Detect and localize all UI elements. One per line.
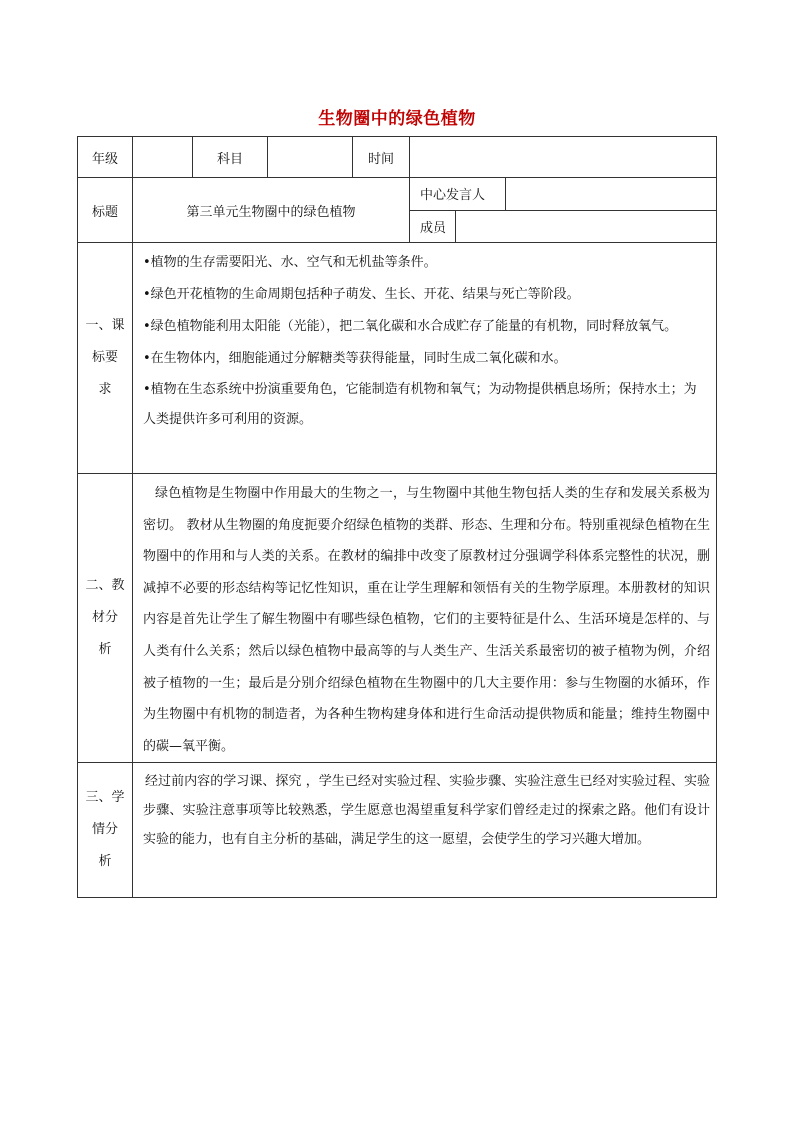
textbook-content: 绿色植物是生物圈中作用最大的生物之一，与生物圈中其他生物包括人类的生存和发展关系极为密切。 教材从生物圈的角度扼要介绍绿色植物的类群、形态、生理和分布。特别重视绿色植物在生物圈中的作用和与人类的关系。在教材的编排中改变了原教材过分强调学科体系完整性的状况，删减掉不必要的形态结构等记忆性知识，重在让学生理解和领悟有关的生物学原理。本册教材的知识内容是首先让学生了解生物圈中有哪些绿色植物，它们的主要特征是什么、生活环境是怎样的、与人类有什么关系；然后以绿色植物中最高等的与人类生产、生活关系最密切的被子植物为例，介绍被子植物的一生；最后是分别介绍绿色植物在生物圈中的几大主要作用：参与生物圈的水循环，作为生物圈中有机物的制造者，为各种生物构建身体和进行生命活动提供物质和能量；维持生物圈中的碳—氧平衡。 xyxy=(133,474,717,763)
textbook-row xyxy=(78,474,717,763)
speaker-label: 中心发言人 xyxy=(410,178,506,211)
requirements-label xyxy=(78,243,133,474)
textbook-label-line: 材分 xyxy=(91,610,118,626)
requirement-item: •在生物体内，细胞能通过分解糖类等获得能量，同时生成二氧化碳和水。 xyxy=(143,351,567,366)
speaker-value[interactable] xyxy=(506,178,717,211)
requirement-item: •植物的生存需要阳光、水、空气和无机盐等条件。 xyxy=(143,255,437,270)
requirement-item: •绿色开花植物的生命周期包括种子萌发、生长、开花、结果与死亡等阶段。 xyxy=(143,287,580,302)
time-value[interactable] xyxy=(410,137,717,178)
textbook-label-line: 析 xyxy=(98,642,112,658)
requirement-item: •绿色植物能利用太阳能（光能），把二氧化碳和水合成贮存了能量的有机物，同时释放氧气。 xyxy=(143,319,678,334)
members-value[interactable] xyxy=(456,210,717,243)
requirements-label-line: 一、课 xyxy=(85,318,125,333)
topic-row-top xyxy=(78,178,717,211)
subject-value[interactable] xyxy=(268,137,353,178)
header-row xyxy=(78,137,717,178)
learners-label-line: 情分 xyxy=(91,822,118,838)
learners-label-line: 析 xyxy=(98,854,112,870)
requirement-item: •植物在生态系统中扮演重要角色，它能制造有机物和氧气；为动物提供栖息场所；保持水土；为人类提供许多可利用的资源。 xyxy=(143,382,697,427)
textbook-label-line: 二、教 xyxy=(85,578,125,594)
requirements-label-line: 求 xyxy=(98,382,112,397)
topic-value: 第三单元生物圈中的绿色植物 xyxy=(133,178,410,243)
learners-content: 经过前内容的学习课、探究 ，学生已经对实验过程、实验步骤、实验注意生已经对实验过程、实验步骤、实验注意事项等比较熟悉，学生愿意也渴望重复科学家们曾经走过的探索之路。他们有设计实验的能力，也有自主分析的基础，满足学生的这一愿望，会使学生的学习兴趣大增加。 xyxy=(133,763,717,898)
requirements-label-line: 标要 xyxy=(91,350,118,365)
requirements-row xyxy=(78,243,717,474)
topic-label: 标题 xyxy=(78,178,133,243)
subject-label: 科目 xyxy=(193,137,268,178)
learners-label-line: 三、学 xyxy=(85,790,125,806)
learners-label xyxy=(78,763,133,898)
members-label: 成员 xyxy=(410,210,456,243)
requirements-content xyxy=(133,243,717,474)
grade-value[interactable] xyxy=(133,137,193,178)
learners-row xyxy=(78,763,717,898)
lesson-plan-table xyxy=(77,136,717,898)
grade-label: 年级 xyxy=(78,137,133,178)
textbook-label xyxy=(78,474,133,763)
document-title: 生物圈中的绿色植物 xyxy=(318,109,476,129)
time-label: 时间 xyxy=(353,137,410,178)
